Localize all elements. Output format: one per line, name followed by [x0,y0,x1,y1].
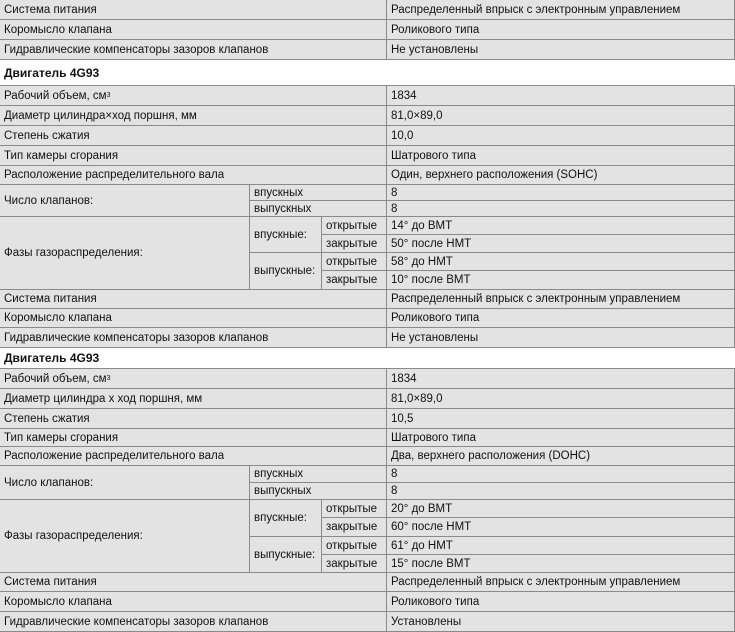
row-label: Тип камеры сгорания [0,429,387,447]
intake-label: впускные: [250,217,322,253]
timing-label: Фазы газораспределения: [0,500,250,573]
row-label: Расположение распределительного вала [0,447,387,466]
row-value: Один, верхнего расположения (SOHC) [387,166,735,185]
row-label: Степень сжатия [0,409,387,429]
open-label: открытые [322,500,387,518]
row-label: Рабочий объем, см 3 [0,86,387,106]
intake-open-value: 20° до ВМТ [387,500,735,518]
table-row [0,40,735,60]
row-value: Распределенный впрыск с электронным управлением [387,290,735,309]
exhaust-closed-value: 15° после ВМТ [387,555,735,573]
row-value: Шатрового типа [387,429,735,447]
valves-exhaust-value: 8 [387,483,735,500]
open-label: открытые [322,253,387,271]
exhaust-label: выпускные: [250,537,322,573]
row-label: Диаметр цилиндра х ход поршня, мм [0,389,387,409]
table-row [0,126,735,146]
row-label: Тип камеры сгорания [0,146,387,166]
row-value: 10,5 [387,409,735,429]
row-value: Роликового типа [387,309,735,328]
closed-label: закрытые [322,555,387,573]
table-row [0,447,735,466]
row-value: 1834 [387,369,735,389]
closed-label: закрытые [322,235,387,253]
valves-intake-label: впускных [250,185,387,201]
table-row [0,309,735,328]
valves-intake-label: впускных [250,466,387,483]
row-label: Система питания [0,573,387,592]
table-row [0,592,735,612]
intake-closed-value: 60° после НМТ [387,518,735,537]
closed-label: закрытые [322,271,387,290]
row-label: Расположение распределительного вала [0,166,387,185]
table-row [0,0,735,20]
row-value: Шатрового типа [387,146,735,166]
table-row [0,86,735,106]
exhaust-closed-value: 10° после ВМТ [387,271,735,290]
valves-intake-value: 8 [387,185,735,201]
table-row [0,429,735,447]
row-label: Коромысло клапана [0,20,387,40]
row-value: 10,0 [387,126,735,146]
row-label: Рабочий объем, см 3 [0,369,387,389]
table-row [0,409,735,429]
table-row [0,146,735,166]
row-label: Гидравлические компенсаторы зазоров клапанов [0,40,387,60]
section-title: Двигатель 4G93 [0,348,735,369]
engine-header [0,348,735,369]
row-value: Не установлены [387,40,735,60]
closed-label: закрытые [322,518,387,537]
row-label: Гидравлические компенсаторы зазоров клапанов [0,612,387,632]
row-value: Установлены [387,612,735,632]
intake-open-value: 14° до ВМТ [387,217,735,235]
timing-label: Фазы газораспределения: [0,217,250,290]
valves-exhaust-label: выпускных [250,201,387,217]
table-row [0,369,735,389]
row-label: Коромысло клапана [0,592,387,612]
open-label: открытые [322,217,387,235]
exhaust-label: выпускные: [250,253,322,290]
row-label: Степень сжатия [0,126,387,146]
exhaust-open-value: 58° до НМТ [387,253,735,271]
row-value: Распределенный впрыск с электронным управлением [387,0,735,20]
valves-exhaust-value: 8 [387,201,735,217]
table-row [0,20,735,40]
intake-closed-value: 50° после НМТ [387,235,735,253]
row-label: Коромысло клапана [0,309,387,328]
row-value: Распределенный впрыск с электронным управлением [387,573,735,592]
valves-exhaust-label: выпускных [250,483,387,500]
table-row [0,106,735,126]
table-row [0,573,735,592]
valves-label: Число клапанов: [0,466,250,500]
row-value: 1834 [387,86,735,106]
row-value: Роликового типа [387,592,735,612]
table-row [0,290,735,309]
intake-label: впускные: [250,500,322,537]
open-label: открытые [322,537,387,555]
row-label: Система питания [0,0,387,20]
table-row [0,389,735,409]
row-value: Не установлены [387,328,735,348]
row-label: Система питания [0,290,387,309]
row-value: 81,0×89,0 [387,106,735,126]
table-row [0,166,735,185]
valves-intake-value: 8 [387,466,735,483]
displacement-label: Рабочий объем, см [4,89,107,102]
table-row [0,612,735,632]
displacement-label: Рабочий объем, см [4,372,107,385]
row-value: Роликового типа [387,20,735,40]
row-value: Два, верхнего расположения (DOHC) [387,447,735,466]
table-row [0,328,735,348]
valves-label: Число клапанов: [0,185,250,217]
engine-header [0,60,735,86]
row-label: Гидравлические компенсаторы зазоров клапанов [0,328,387,348]
row-label: Диаметр цилиндра×ход поршня, мм [0,106,387,126]
row-value: 81,0×89,0 [387,389,735,409]
exhaust-open-value: 61° до НМТ [387,537,735,555]
section-title: Двигатель 4G93 [0,60,735,86]
